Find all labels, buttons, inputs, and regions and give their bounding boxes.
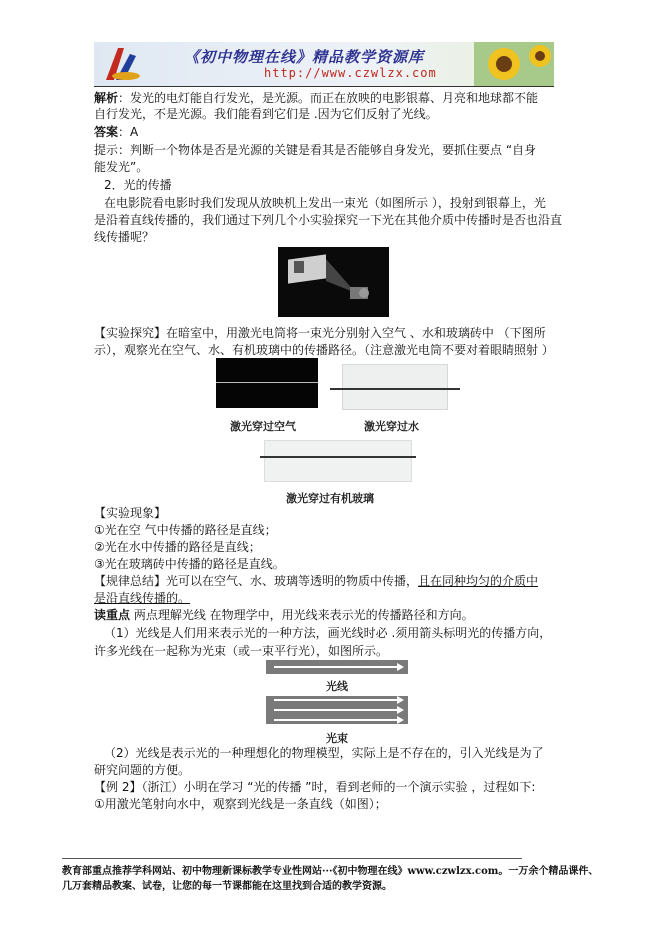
- analysis-line-1: 解析：发光的电灯能自行发光，是光源。而正在放映的电影银幕、月亮和地球都不能: [94, 91, 539, 105]
- section-intro-2: 是沿着直线传播的，我们通过下列几个小实验探究一下光在其他介质中传播时是否也沿直: [94, 213, 563, 227]
- analysis-label: 解析: [94, 91, 119, 105]
- example-line-2: ①用激光笔射向水中，观察到光线是一条直线（如图）；: [94, 797, 387, 811]
- beam-line: [274, 719, 398, 721]
- footer-line-1: 教育部重点推荐学科网站、初中物理新课标教学专业性网站···《初中物理在线》www.czwlzx.com。一万余个精品课件、: [62, 866, 599, 877]
- caption-glass: 激光穿过有机玻璃: [286, 492, 374, 505]
- beam-line: [274, 709, 398, 711]
- summary-underlined-2: 是沿直线传播的。: [94, 591, 191, 605]
- laser-ray: [216, 382, 318, 383]
- arrow-head-icon: [397, 663, 404, 671]
- summary-underlined-1: 且在同种均匀的介质中: [418, 574, 539, 588]
- phenomena-item-2: ②光在水中传播的路径是直线；: [94, 540, 261, 554]
- caption-beam: 光束: [326, 732, 348, 745]
- answer-label: 答案: [94, 125, 119, 139]
- analysis-line-2: 自行发光，不是光源。我们能看到它们是 .因为它们反射了光线。: [94, 107, 438, 121]
- header-banner: [94, 42, 554, 86]
- key-point-p2-line-2: 研究问题的方便。: [94, 763, 191, 777]
- caption-water: 激光穿过水: [364, 420, 419, 433]
- laser-ray: [260, 456, 416, 458]
- section-intro-1: 在电影院看电影时我们发现从放映机上发出一束光（如图所示 ），投射到银幕上，光: [104, 196, 546, 210]
- arrow-head-icon: [397, 706, 404, 714]
- key-point-label: 读重点: [94, 608, 131, 622]
- arrow-head-icon: [397, 696, 404, 704]
- section-intro-3: 线传播呢？: [94, 230, 155, 244]
- section-heading: 2．光的传播: [104, 178, 172, 192]
- phenomena-item-3: ③光在玻璃砖中传播的路径是直线。: [94, 557, 285, 571]
- key-point-line: 读重点 两点理解光线 在物理学中，用光线来表示光的传播路径和方向。: [94, 608, 474, 622]
- projector-image: [278, 247, 389, 317]
- beam-diagram: [266, 696, 408, 724]
- water-tank: [342, 364, 448, 410]
- laser-air-image: [216, 358, 318, 408]
- sunflower-image: [474, 42, 554, 86]
- arrow-head-icon: [397, 716, 404, 724]
- phenomena-heading: 【实验现象】: [94, 506, 167, 520]
- hint-line-1: 提示：判断一个物体是否是光源的关键是看其是否能够自身发光，要抓住要点 “自身: [94, 143, 537, 157]
- summary-line-1: 【规律总结】光可以在空气、水、玻璃等透明的物质中传播，且在同种均匀的介质中: [94, 574, 539, 588]
- projection-beam: [278, 247, 389, 317]
- laser-ray: [330, 388, 460, 390]
- footer-divider: [62, 858, 522, 859]
- ray-diagram: [266, 660, 408, 674]
- ray-line: [274, 666, 398, 668]
- experiment-line-2: 示），观察光在空气、水、有机玻璃中的传播路径。（注意激光电筒不要对着眼睛照射 ）: [94, 343, 554, 357]
- answer-line: 答案：A: [94, 125, 139, 139]
- banner-title: 《初中物理在线》精品教学资源库: [184, 48, 425, 66]
- key-point-p2-line-1: （2）光线是表示光的一种理想化的物理模型，实际上是不存在的，引入光线是为了: [104, 746, 544, 760]
- caption-air: 激光穿过空气: [230, 420, 296, 433]
- banner-url[interactable]: http://www.czwlzx.com: [264, 66, 437, 80]
- example-line-1: 【例 2】（浙江）小明在学习 “光的传播 ”时，看到老师的一个演示实验 ，过程如下:: [94, 780, 536, 794]
- site-logo: [100, 44, 144, 84]
- footer-line-2: 几万套精品教案、试卷，让您的每一节课都能在这里找到合适的教学资源。: [62, 881, 392, 892]
- caption-ray: 光线: [326, 680, 348, 693]
- experiment-line-1: 【实验探究】在暗室中，用激光电筒将一束光分别射入空气 、水和玻璃砖中 （下图所: [94, 326, 546, 340]
- beam-line: [274, 699, 398, 701]
- hint-line-2: 能发光”。: [94, 160, 149, 174]
- laser-water-image: [330, 358, 460, 410]
- glass-block: [264, 440, 412, 482]
- key-point-p1-line-2: 许多光线在一起称为光束（或一束平行光），如图所示。: [94, 644, 389, 658]
- laser-glass-image: [260, 436, 416, 486]
- header-divider: [94, 86, 554, 87]
- phenomena-item-1: ①光在空 气中传播的路径是直线；: [94, 523, 277, 537]
- key-point-p1-line-1: （1）光线是人们用来表示光的一种方法，画光线时必 .须用箭头标明光的传播方向，: [104, 626, 552, 640]
